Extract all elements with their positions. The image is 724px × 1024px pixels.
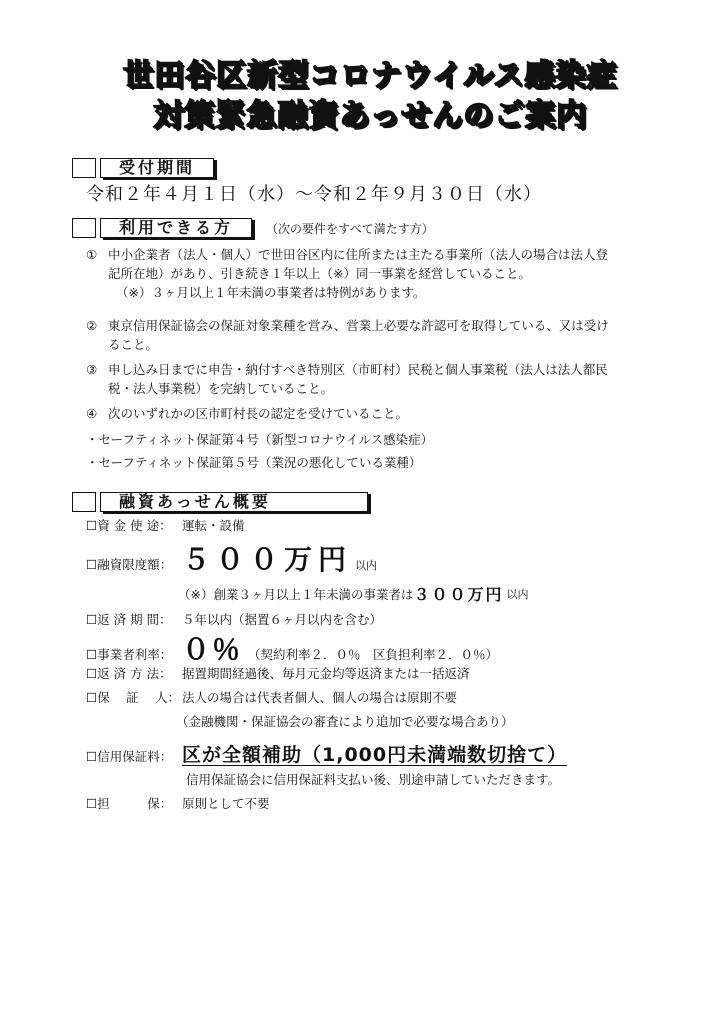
guarantee-fee-value: 区が全額補助（1,000円未満端数切捨て） (182, 744, 568, 766)
section-reception (72, 156, 214, 180)
row-repayment-method: ☐返 済 方 法： 据置期間経過後、毎月元金均等返済または一括返済 (86, 666, 470, 681)
condition-3: ③ 申し込み日までに申告・納付すべき特別区（市町村）民税と個人事業税（法人は法人都民 税・法人事業税）を完納していること。 (86, 362, 608, 396)
bullet-item: ・セーフティネット保証第４号（新型コロナウイルス感染症） (86, 432, 434, 447)
row-guarantor: ☐保 証 人： 法人の場合は代表者個人、個人の場合は原則不要 (86, 690, 458, 705)
row-loan-limit: ☐融資限度額： ５００万円 以内 (86, 538, 377, 578)
section-checkbox (72, 492, 96, 512)
title-line-2: 対策緊急融資あっせんのご案内 (153, 98, 587, 133)
interest-rate-value: ０％ (182, 633, 243, 666)
guarantor-note: （金融機関・保証協会の審査により追加で必要な場合あり） (176, 714, 514, 729)
section-title-eligibility: 利用できる方 (100, 218, 252, 238)
loan-limit-amount: ５００万円 (182, 543, 353, 576)
document-title (100, 56, 640, 136)
row-guarantee-fee: ☐信用保証料： 区が全額補助（1,000円未満端数切捨て） (86, 740, 567, 767)
row-collateral: ☐担 保： 原則として不要 (86, 796, 270, 811)
guarantee-fee-note: 信用保証協会に信用保証料支払い後、別途申請していただきます。 (186, 772, 561, 787)
eligibility-note: （次の要件をすべて満たす方） (266, 221, 434, 236)
section-title-reception: 受付期間 (100, 158, 214, 178)
title-line-1: 世田谷区新型コロナウイルス感染症 (122, 58, 618, 93)
row-interest-rate: ☐事業者利率： ０％ （契約利率２．０％ 区負担利率２．０％） (86, 628, 498, 668)
row-fund-use: ☐資 金 使 途： 運転・設備 (86, 518, 245, 533)
row-repayment-term: ☐返 済 期 間： ５年以内（据置６ヶ月以内を含む） (86, 612, 383, 627)
condition-1: ① 中小企業者（法人・個人）で世田谷区内に住所または主たる事業所（法人の場合は法人登 記所在地）があり、引き続き１年以上（※）同一事業を経営していること。 （※）３ヶ月以上１年未満の事業者は特例があります。 (86, 247, 609, 300)
condition-2: ② 東京信用保証協会の保証対象業種を営み、営業上必要な許認可を取得している、又は受け ること。 (86, 318, 609, 352)
section-summary (72, 490, 368, 514)
bullet-item: ・セーフティネット保証第５号（業況の悪化している業種） (86, 455, 422, 470)
condition-bullets (86, 430, 433, 472)
section-checkbox (72, 158, 96, 178)
section-eligibility (72, 216, 434, 240)
section-title-summary: 融資あっせん概要 (100, 492, 368, 512)
condition-4: ④ 次のいずれかの区市町村長の認定を受けていること。 (86, 406, 409, 421)
section-checkbox (72, 218, 96, 238)
reception-period: 令和２年４月１日（水）～令和２年９月３０日（水） (86, 184, 542, 205)
loan-limit-note: （※）創業３ヶ月以上１年未満の事業者は ３００万円 以内 (178, 585, 529, 604)
